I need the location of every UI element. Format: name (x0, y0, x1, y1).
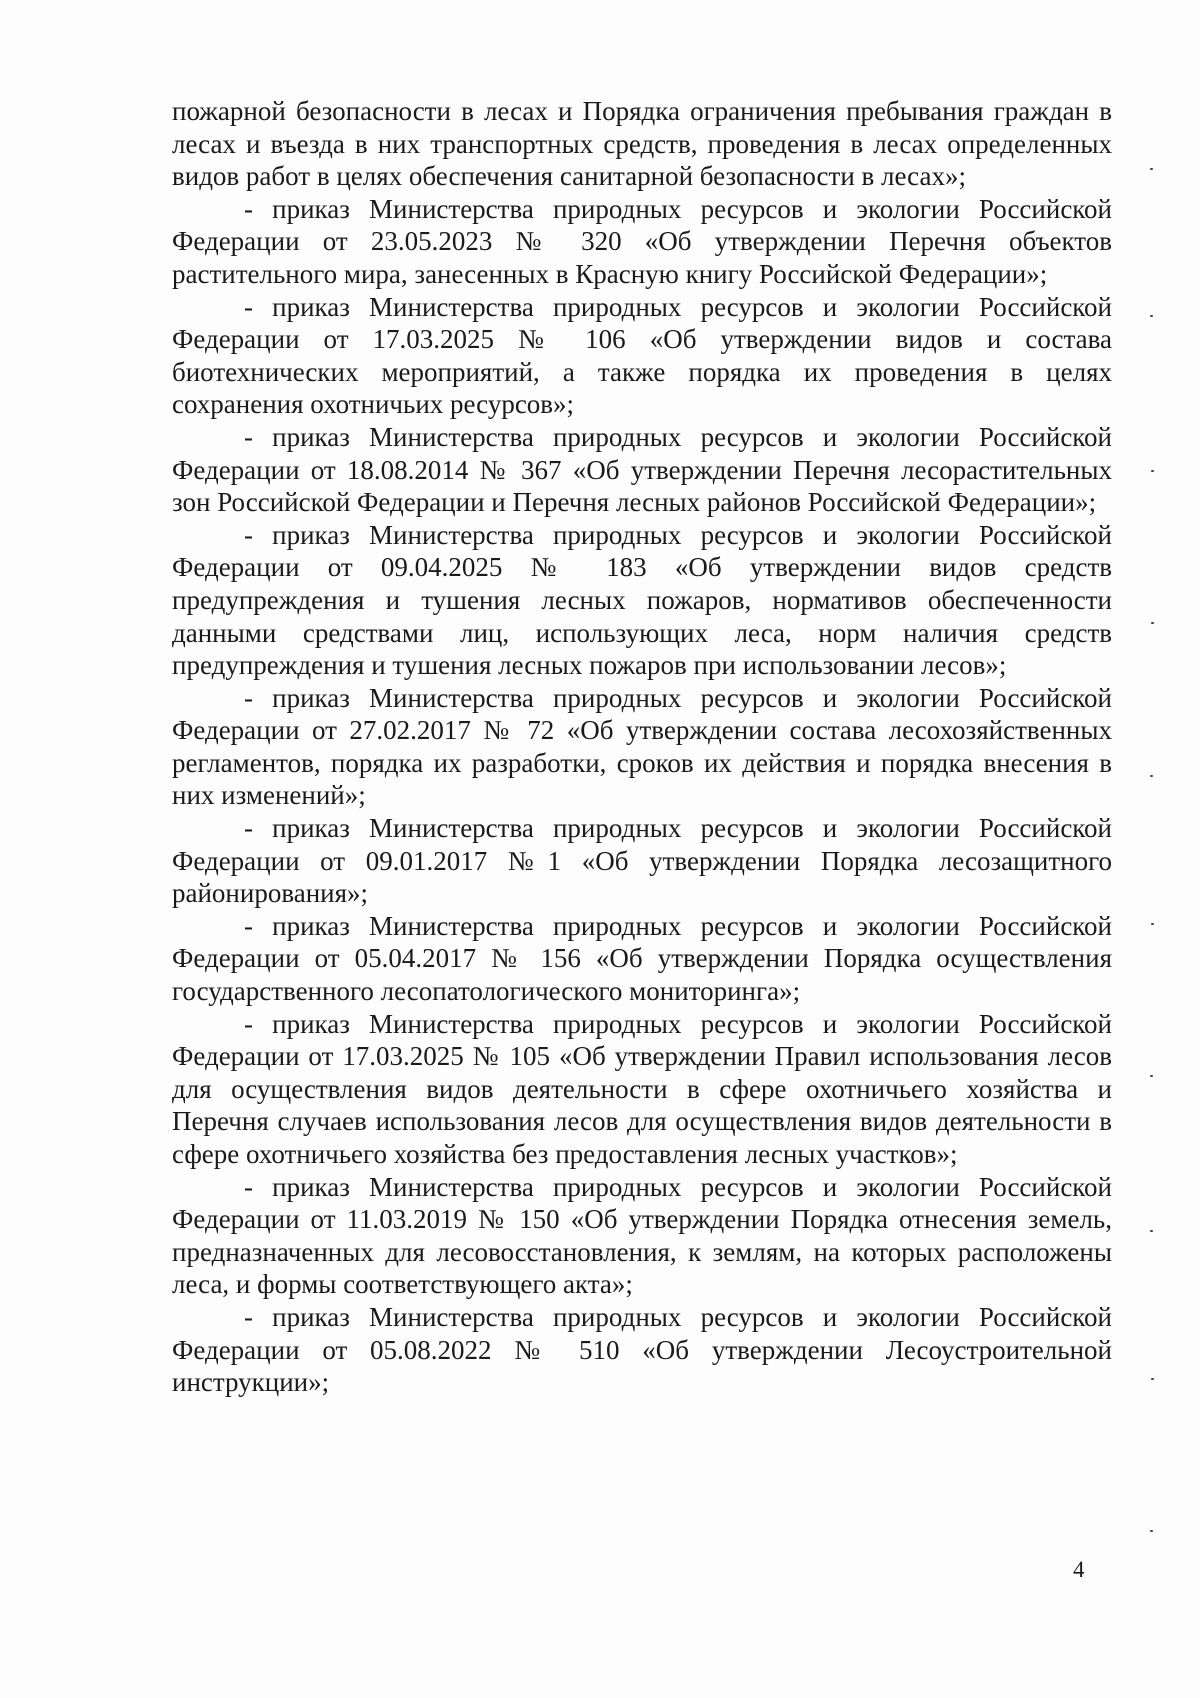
list-item-order-106: - приказ Министерства природных ресурсов и экологии Российской Федерации от 17.03.2025 № 106 «Об утверждении видов и состава биотехнических мероприятий, а также порядка их проведения в целях сохранения охотничьих ресурсов»; (172, 291, 1112, 420)
list-item-order-72: - приказ Министерства природных ресурсов и экологии Российской Федерации от 27.02.2017 № 72 «Об утверждении состава лесохозяйственных регламентов, порядка их разработки, сроков их действия и порядка внесения в них изменений»; (172, 682, 1112, 811)
list-item-order-183: - приказ Министерства природных ресурсов и экологии Российской Федерации от 09.04.2025 № 183 «Об утверждении видов средств предупреждения и тушения лесных пожаров, нормативов обеспеченности данными средствами лиц, использующих леса, норм наличия средств предупреждения и тушения лесных пожаров при использовании лесов»; (172, 519, 1112, 681)
scan-speck (1150, 1530, 1153, 1532)
list-item-order-367: - приказ Министерства природных ресурсов и экологии Российской Федерации от 18.08.2014 № 367 «Об утверждении Перечня лесорастительных зон Российской Федерации и Перечня лесных районов Российской Федерации»; (172, 421, 1112, 518)
paragraph-continuation: пожарной безопасности в лесах и Порядка ограничения пребывания граждан в лесах и въезда в них транспортных средств, проведения в лесах определенных видов работ в целях обеспечения санитарной безопасности в лесах»; (172, 96, 1112, 192)
scan-speck (1150, 168, 1153, 170)
list-item-order-510: - приказ Министерства природных ресурсов и экологии Российской Федерации от 05.08.2022 № 510 «Об утверждении Лесоустроительной инструкции»; (172, 1301, 1112, 1398)
scan-speck (1151, 470, 1154, 472)
list-item-order-150: - приказ Министерства природных ресурсов и экологии Российской Федерации от 11.03.2019 № 150 «Об утверждении Порядка отнесения земель, предназначенных для лесовосстановления, к землям, на которых расположены леса, и формы соответствующего акта»; (172, 1171, 1112, 1300)
scan-speck (1151, 1378, 1154, 1380)
page-number: 4 (1073, 1557, 1085, 1582)
scan-speck (1151, 923, 1154, 925)
scan-speck (1151, 622, 1154, 624)
list-item-order-105: - приказ Министерства природных ресурсов и экологии Российской Федерации от 17.03.2025 № 105 «Об утверждении Правил использования лесов для осуществления видов деятельности в сфере охотничьего хозяйства и Перечня случаев использования лесов для осуществления видов деятельности в сфере охотничьего хозяйства без предоставления лесных участков»; (172, 1008, 1112, 1169)
document-body (172, 95, 1112, 1399)
scan-speck (1150, 315, 1153, 317)
list-item-order-320: - приказ Министерства природных ресурсов и экологии Российской Федерации от 23.05.2023 № 320 «Об утверждении Перечня объектов растительного мира, занесенных в Красную книгу Российской Федерации»; (172, 193, 1112, 289)
scan-speck (1150, 775, 1153, 777)
scan-speck (1150, 1075, 1153, 1077)
list-item-order-1: - приказ Министерства природных ресурсов и экологии Российской Федерации от 09.01.2017 №1 «Об утверждении Порядка лесозащитного районирования»; (172, 813, 1112, 909)
scan-speck (1150, 1230, 1153, 1232)
list-item-order-156: - приказ Министерства природных ресурсов и экологии Российской Федерации от 05.04.2017 № 156 «Об утверждении Порядка осуществления государственного лесопатологического мониторинга»; (172, 910, 1112, 1007)
